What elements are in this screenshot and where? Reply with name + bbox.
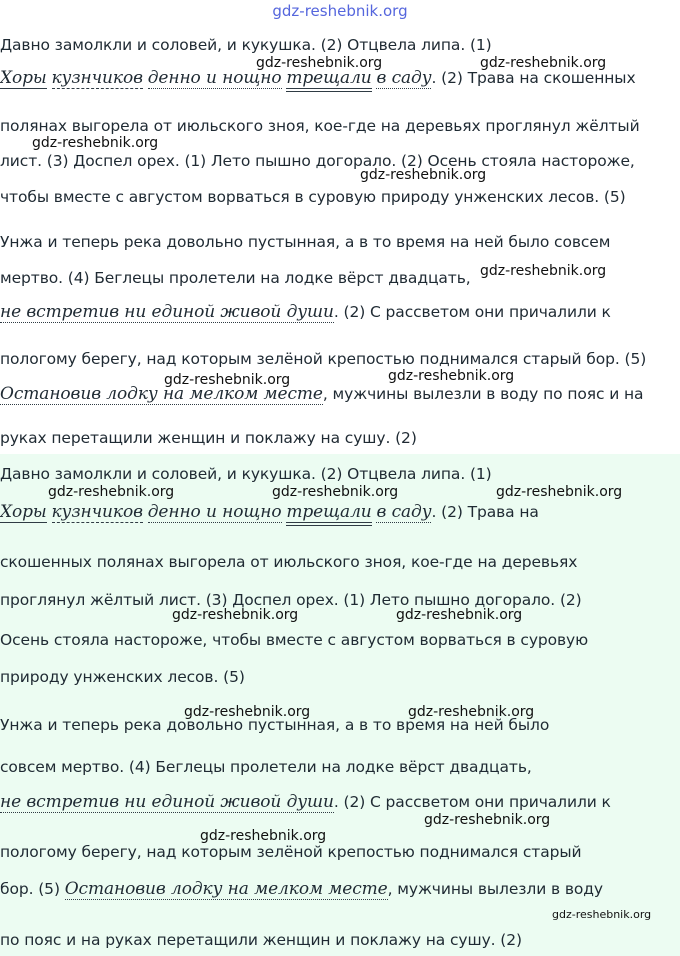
watermark: gdz-reshebnik.org [164, 372, 291, 388]
line: Осень стояла настороже, чтобы вместе с августом ворваться в суровую [0, 631, 589, 649]
watermark: gdz-reshebnik.org [272, 484, 399, 500]
adverbial: денно и нощно [147, 502, 282, 522]
attribute: кузнчиков [51, 502, 143, 522]
participial-phrase: не встретив ни единой живой души [0, 792, 334, 812]
line: совсем мертво. (4) Беглецы пролетели на лодке вёрст двадцать, [0, 758, 532, 776]
plain-text: , мужчины вылезли в воду по пояс и на [322, 385, 644, 403]
watermark: gdz-reshebnik.org [256, 55, 383, 71]
line [0, 384, 643, 404]
adverbial-place: в саду [376, 502, 432, 522]
watermark: gdz-reshebnik.org [480, 55, 607, 71]
line: мертво. (4) Беглецы пролетели на лодке вёрст двадцать, [0, 269, 471, 287]
subject: Хоры [0, 68, 47, 88]
watermark: gdz-reshebnik.org [200, 828, 327, 844]
participial-phrase: Остановив лодку на мелком месте [64, 879, 388, 899]
predicate: трещали [286, 68, 371, 92]
plain-text: . (2) С рассветом они причалили к [333, 793, 611, 811]
line: по пояс и на руках перетащили женщин и поклажу на сушу. (2) [0, 931, 522, 949]
line: скошенных полянах выгорела от июльского зноя, кое-где на деревьях [0, 553, 578, 571]
line: Давно замолкли и соловей, и кукушка. (2) Отцвела липа. (1) [0, 36, 492, 54]
header-watermark: gdz-reshebnik.org [272, 2, 408, 20]
adverbial-place: в саду [376, 68, 432, 88]
line [0, 502, 539, 522]
watermark: gdz-reshebnik.org [552, 908, 652, 921]
watermark: gdz-reshebnik.org [480, 263, 607, 279]
line: полянах выгорела от июльского зноя, кое-где на деревьях проглянул жёлтый [0, 117, 640, 135]
plain-text: . (2) Трава на скошенных [431, 69, 636, 87]
watermark: gdz-reshebnik.org [184, 704, 311, 720]
watermark: gdz-reshebnik.org [360, 167, 487, 183]
watermark: gdz-reshebnik.org [408, 704, 535, 720]
plain-text: бор. (5) [0, 880, 65, 898]
line: руках перетащили женщин и поклажу на сушу. (2) [0, 429, 417, 447]
participial-phrase: не встретив ни единой живой души [0, 302, 334, 322]
line [0, 68, 636, 88]
line [0, 302, 611, 322]
plain-text: , мужчины вылезли в воду [387, 880, 603, 898]
line: Унжа и теперь река довольно пустынная, а в то время на ней было [0, 716, 550, 734]
line: Давно замолкли и соловей, и кукушка. (2) Отцвела липа. (1) [0, 465, 492, 483]
watermark: gdz-reshebnik.org [388, 368, 515, 384]
line: Унжа и теперь река довольно пустынная, а в то время на ней было совсем [0, 233, 611, 251]
watermark: gdz-reshebnik.org [48, 484, 175, 500]
watermark: gdz-reshebnik.org [496, 484, 623, 500]
line: пологому берегу, над которым зелёной крепостью поднимался старый [0, 843, 582, 861]
watermark: gdz-reshebnik.org [424, 812, 551, 828]
watermark: gdz-reshebnik.org [396, 607, 523, 623]
line: проглянул жёлтый лист. (3) Доспел орех. (1) Лето пышно догорало. (2) [0, 591, 582, 609]
line [0, 879, 603, 899]
plain-text: . (2) Трава на [431, 503, 539, 521]
line [0, 792, 611, 812]
line: пологому берегу, над которым зелёной крепостью поднимался старый бор. (5) [0, 350, 647, 368]
predicate: трещали [286, 502, 371, 526]
watermark: gdz-reshebnik.org [172, 607, 299, 623]
line: природу унженских лесов. (5) [0, 668, 245, 686]
subject: Хоры [0, 502, 47, 522]
line: чтобы вместе с августом ворваться в суровую природу унженских лесов. (5) [0, 188, 626, 206]
attribute: кузнчиков [51, 68, 143, 88]
participial-phrase: Остановив лодку на мелком месте [0, 384, 323, 404]
line: лист. (3) Доспел орех. (1) Лето пышно догорало. (2) Осень стояла настороже, [0, 152, 635, 170]
watermark: gdz-reshebnik.org [32, 135, 159, 151]
plain-text: . (2) С рассветом они причалили к [333, 303, 611, 321]
adverbial: денно и нощно [147, 68, 282, 88]
